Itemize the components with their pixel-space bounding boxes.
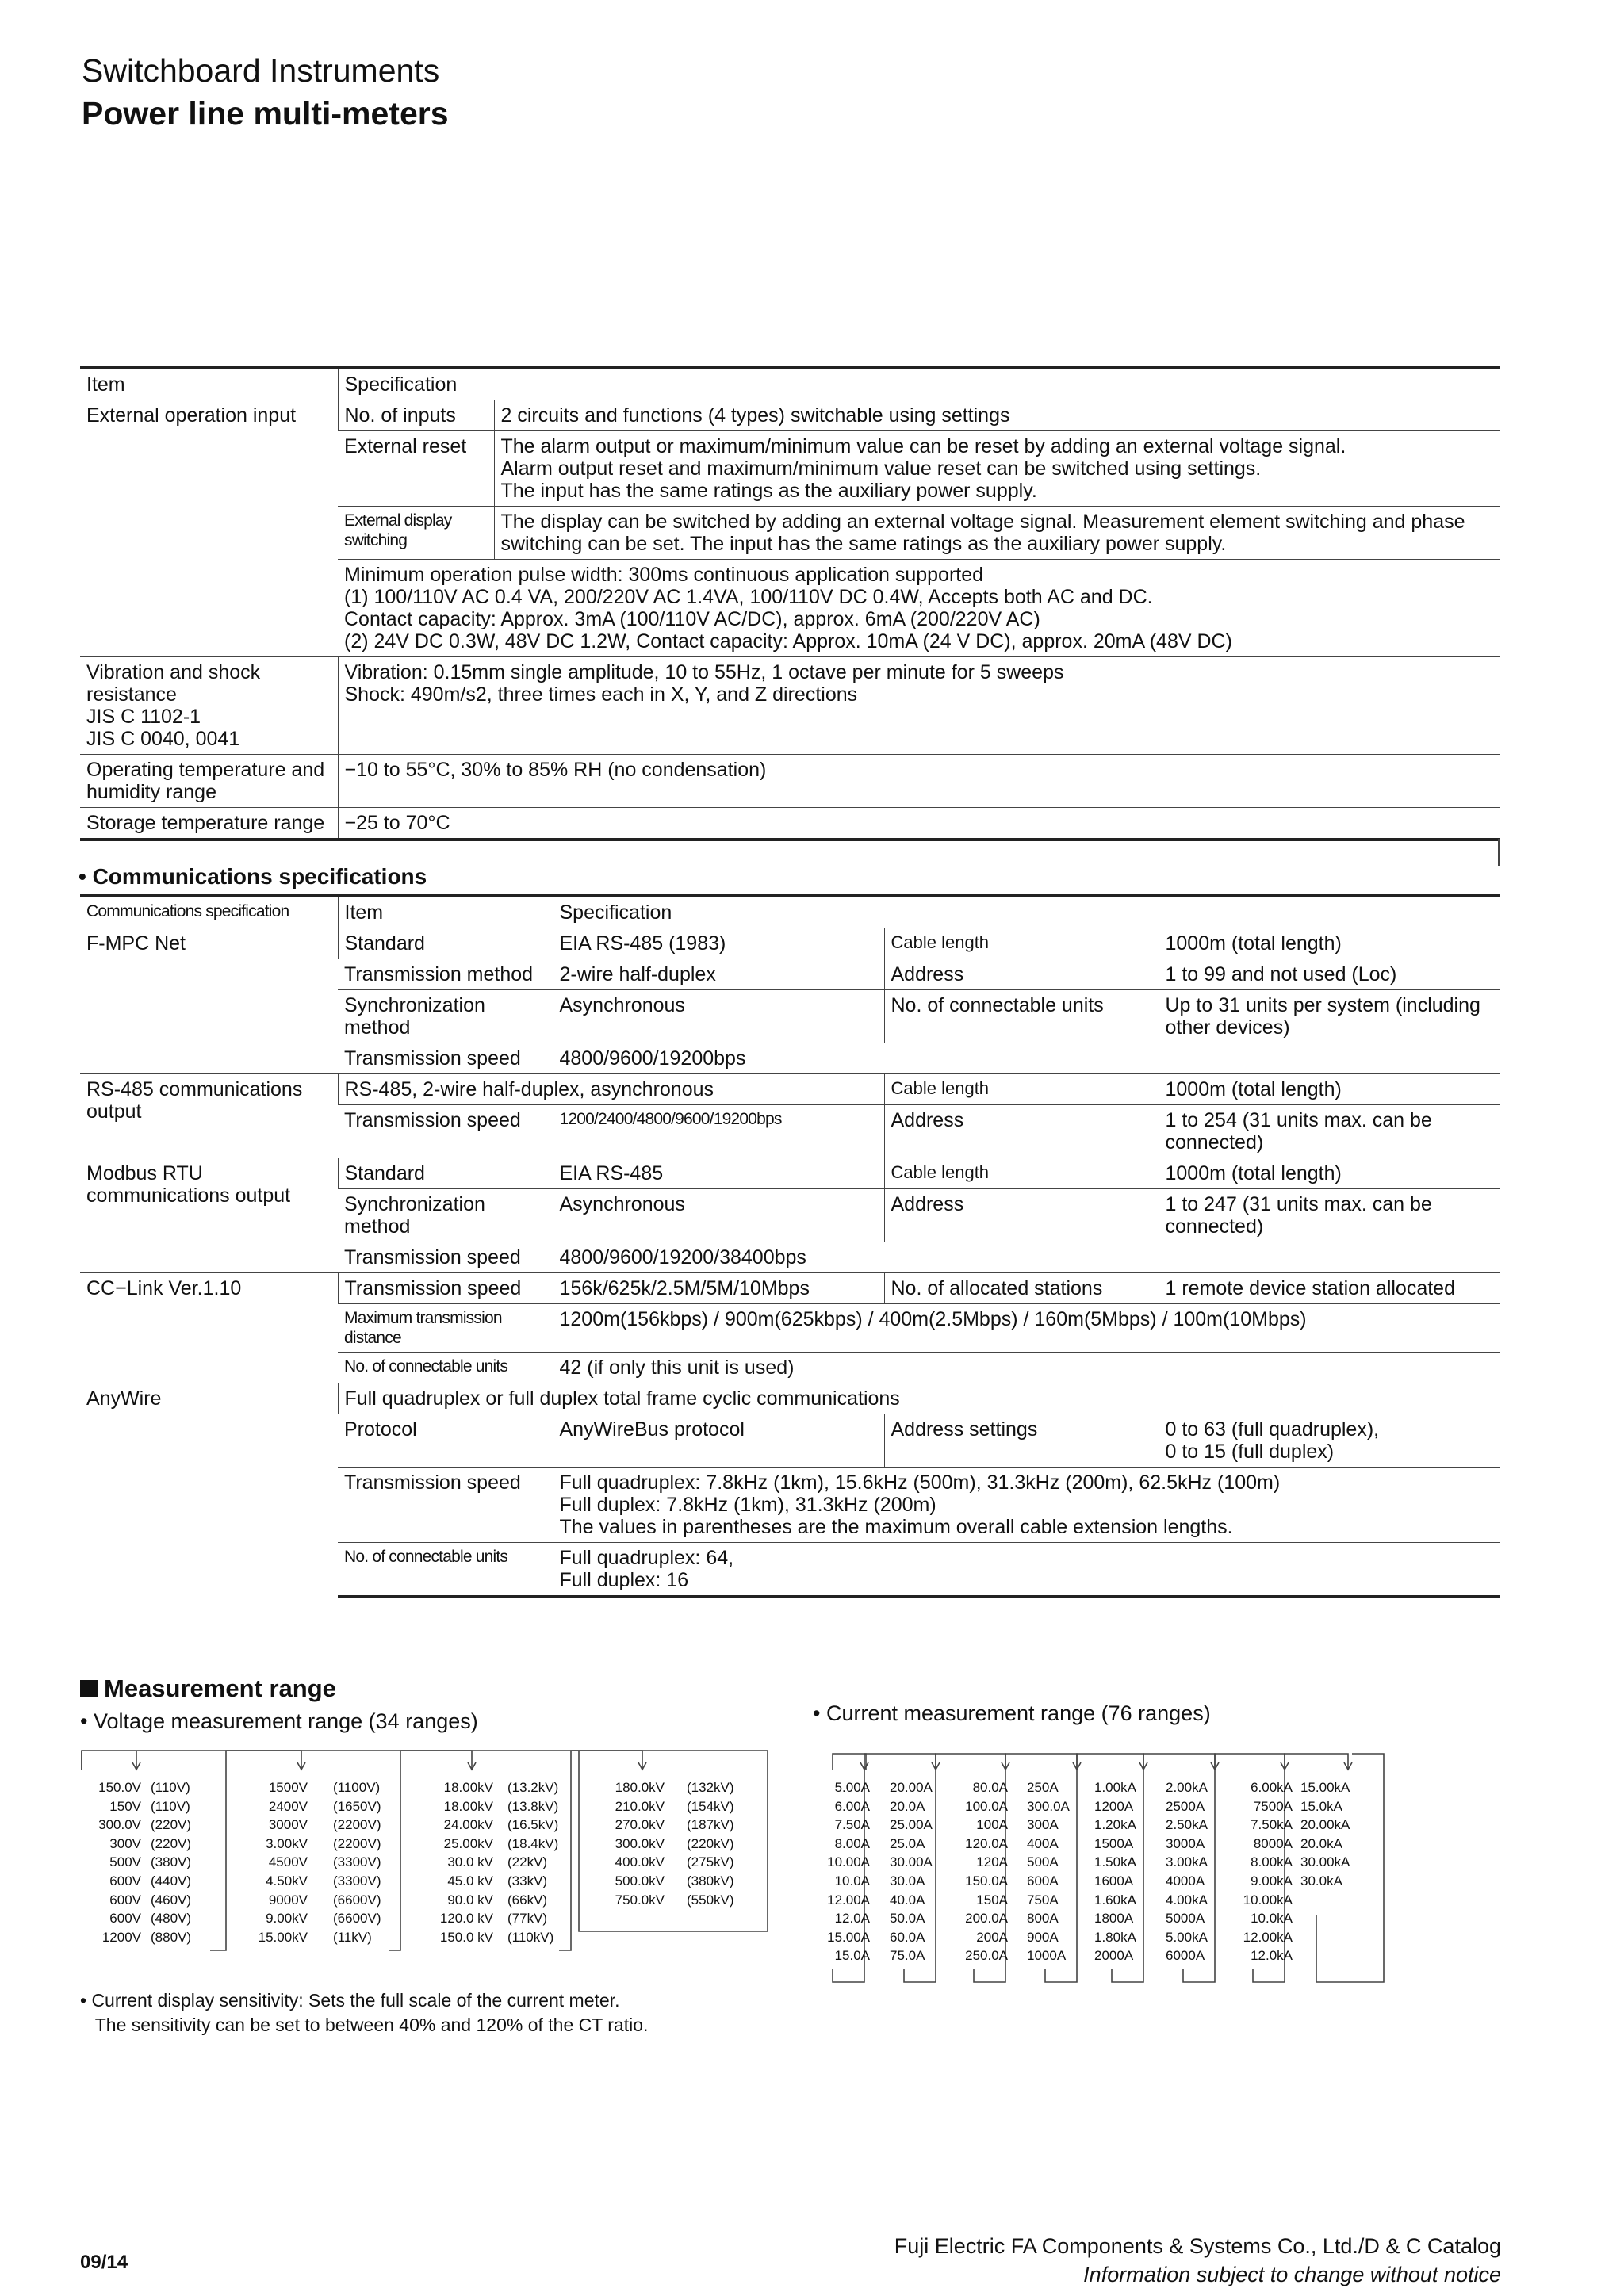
range-value: 60.0A xyxy=(890,1929,925,1945)
rs485-label: RS-485 communications output xyxy=(80,1074,338,1158)
col-item: Item xyxy=(338,896,553,928)
cell: Standard xyxy=(338,928,553,959)
range-value: 600A xyxy=(1027,1873,1059,1888)
range-value: 25.00A xyxy=(890,1817,933,1833)
cell: Address xyxy=(884,959,1159,990)
range-value: 1.80kA xyxy=(1094,1929,1136,1945)
range-value: 3.00kA xyxy=(1166,1854,1208,1870)
range-value: 150.0 kV xyxy=(439,1929,493,1945)
cell: 1 to 247 (31 units max. can be connected) xyxy=(1159,1189,1500,1242)
range-value: 750A xyxy=(1027,1892,1059,1908)
range-value: 7.50kA xyxy=(1251,1817,1293,1833)
range-value: 10.0A xyxy=(834,1873,870,1888)
range-value: 30.00A xyxy=(890,1854,933,1870)
range-value: 10.00A xyxy=(827,1854,870,1870)
range-value: 4.00kA xyxy=(1166,1892,1208,1908)
modbus-label: Modbus RTU communications output xyxy=(80,1158,338,1273)
current-range-column xyxy=(956,1778,1008,1965)
range-value: 300.0kV xyxy=(615,1835,665,1851)
range-value: (18.4kV) xyxy=(508,1835,559,1851)
operating-label: Operating temperature and humidity range xyxy=(80,755,338,808)
range-value: 270.0kV xyxy=(615,1817,665,1833)
current-caption: • Current measurement range (76 ranges) xyxy=(813,1701,1211,1725)
range-value: (22kV) xyxy=(508,1854,548,1870)
range-value: 18.00kV xyxy=(443,1798,493,1814)
range-value: 600V xyxy=(109,1911,141,1927)
range-value: (440V) xyxy=(151,1873,192,1888)
cell: Cable length xyxy=(884,1074,1159,1105)
voltage-range-column xyxy=(687,1778,734,1909)
display-value: The display can be switched by adding an external voltage signal. Measurement element switching and phase switching can be set. The input has the same ratings as the auxiliary power supply. xyxy=(494,507,1500,560)
display-label: External display switching xyxy=(338,507,494,560)
range-value: 1500A xyxy=(1094,1835,1134,1851)
cell: 1 to 254 (31 units max. can be connected) xyxy=(1159,1105,1500,1158)
comm-section-title: • Communications specifications xyxy=(79,864,427,889)
cell: Synchronization method xyxy=(338,1189,553,1242)
range-value: (11kV) xyxy=(333,1929,372,1945)
cell: EIA RS-485 (1983) xyxy=(553,928,884,959)
cell: RS-485, 2-wire half-duplex, asynchronous xyxy=(338,1074,884,1105)
range-value: 1500V xyxy=(268,1780,308,1795)
range-value: 4000A xyxy=(1166,1873,1205,1888)
range-value: (3300V) xyxy=(333,1873,381,1888)
cclink-label: CC−Link Ver.1.10 xyxy=(80,1273,338,1383)
range-value: 180.0kV xyxy=(615,1780,665,1795)
cell: Asynchronous xyxy=(553,990,884,1043)
pulse-value: Minimum operation pulse width: 300ms continuous application supported (1) 100/110V AC 0.4 VA, 200/220V AC 1.4VA, 100/110V DC 0.4W, Accepts both AC and DC. Contact capacity: Approx. 3mA (100/110V AC/DC), approx. 6mA (200/220V AC) (2) 24V DC 0.3W, 48V DC 1.2W, Contact capacity: Approx. 10mA (24 V DC), approx. 20mA (48V DC) xyxy=(338,560,1500,657)
page-number: 09/14 xyxy=(80,2252,128,2273)
cell: 1200/2400/4800/9600/19200bps xyxy=(553,1105,884,1158)
range-value: 600V xyxy=(109,1873,141,1888)
range-value: 15.0kA xyxy=(1300,1798,1342,1814)
range-value: 1.20kA xyxy=(1094,1817,1136,1833)
range-value: (2200V) xyxy=(333,1817,381,1833)
range-value: (460V) xyxy=(151,1892,192,1908)
col-comm: Communications specification xyxy=(80,896,338,928)
range-value: 9000V xyxy=(268,1892,308,1908)
range-value: 200A xyxy=(976,1929,1008,1945)
range-value: 8.00kA xyxy=(1251,1854,1293,1870)
range-value: 20.00A xyxy=(890,1780,933,1795)
reset-label: External reset xyxy=(338,431,494,507)
cell: Asynchronous xyxy=(553,1189,884,1242)
category-title: Switchboard Instruments xyxy=(82,52,440,89)
cell: EIA RS-485 xyxy=(553,1158,884,1189)
range-value: (132kV) xyxy=(687,1780,734,1795)
anywire-label: AnyWire xyxy=(86,1387,162,1410)
range-value: 500.0kV xyxy=(615,1873,665,1888)
range-value: (220V) xyxy=(151,1835,192,1851)
range-value: (13.8kV) xyxy=(508,1798,559,1814)
range-value: 15.00kA xyxy=(1300,1780,1350,1795)
current-range-column xyxy=(1300,1778,1356,1891)
cell: 1 to 99 and not used (Loc) xyxy=(1159,959,1500,990)
range-value: 30.0kA xyxy=(1300,1873,1342,1888)
range-value: 30.0 kV xyxy=(447,1854,493,1870)
sensitivity-note: • Current display sensitivity: Sets the full scale of the current meter. The sensitivity can be set to between 40% and 120% of the CT ratio. xyxy=(80,1990,649,2035)
cell: 1000m (total length) xyxy=(1159,1158,1500,1189)
fmpc-label: F-MPC Net xyxy=(80,928,338,1074)
range-value: (110V) xyxy=(151,1798,190,1814)
range-value: 300.0A xyxy=(1027,1798,1070,1814)
range-value: 8.00A xyxy=(834,1835,870,1851)
cell: 1 remote device station allocated xyxy=(1159,1273,1500,1304)
range-value: (3300V) xyxy=(333,1854,381,1870)
range-value: 15.00kV xyxy=(258,1929,308,1945)
vibration-label: Vibration and shock resistance JIS C 1102-1 JIS C 0040, 0041 xyxy=(80,657,338,755)
range-value: (33kV) xyxy=(508,1873,548,1888)
range-value: (154kV) xyxy=(687,1798,734,1814)
current-range-column xyxy=(1094,1778,1147,1965)
range-value: 10.00kA xyxy=(1243,1892,1293,1908)
col-item: Item xyxy=(80,368,338,400)
range-value: 1800A xyxy=(1094,1911,1134,1927)
range-value: 500A xyxy=(1027,1854,1059,1870)
voltage-range-column xyxy=(224,1778,308,1946)
range-value: 2000A xyxy=(1094,1948,1134,1964)
cell: 2-wire half-duplex xyxy=(553,959,884,990)
range-value: 750.0kV xyxy=(615,1892,665,1908)
disclaimer: Information subject to change without notice xyxy=(1083,2263,1501,2286)
cell: No. of connectable units xyxy=(338,1353,553,1383)
inputs-value: 2 circuits and functions (4 types) switchable using settings xyxy=(494,400,1500,431)
range-value: (187kV) xyxy=(687,1817,734,1833)
range-value: 4500V xyxy=(268,1854,308,1870)
operating-value: −10 to 55°C, 30% to 85% RH (no condensation) xyxy=(338,755,1500,808)
range-value: 2.50kA xyxy=(1166,1817,1208,1833)
cell: No. of allocated stations xyxy=(884,1273,1159,1304)
cell: Transmission method xyxy=(338,959,553,990)
range-value: 120.0A xyxy=(965,1835,1008,1851)
range-value: 9.00kV xyxy=(266,1911,308,1927)
cell: 156k/625k/2.5M/5M/10Mbps xyxy=(553,1273,884,1304)
cell: Full quadruplex: 64, Full duplex: 16 xyxy=(553,1543,1500,1598)
range-value: 150A xyxy=(976,1892,1008,1908)
range-value: 3000V xyxy=(268,1817,308,1833)
range-value: 210.0kV xyxy=(615,1798,665,1814)
range-value: 100.0A xyxy=(965,1798,1008,1814)
cell: Synchronization method xyxy=(338,990,553,1043)
cell: Cable length xyxy=(884,928,1159,959)
range-value: 18.00kV xyxy=(443,1780,493,1795)
range-value: (110V) xyxy=(151,1780,190,1795)
ext-input-label: External operation input xyxy=(80,400,338,657)
range-value: (1650V) xyxy=(333,1798,381,1814)
cell: Full quadruplex or full duplex total frame cyclic communications xyxy=(338,1383,1500,1414)
cell: 42 (if only this unit is used) xyxy=(553,1353,1500,1383)
range-value: 20.0A xyxy=(890,1798,925,1814)
range-value: 500V xyxy=(109,1854,141,1870)
range-value: 90.0 kV xyxy=(447,1892,493,1908)
voltage-range-column xyxy=(333,1778,381,1946)
cell: Transmission speed xyxy=(338,1105,553,1158)
current-range-column xyxy=(1237,1778,1293,1965)
range-value: 400A xyxy=(1027,1835,1059,1851)
range-value: 8000A xyxy=(1253,1835,1293,1851)
cell: Full quadruplex: 7.8kHz (1km), 15.6kHz (500m), 31.3kHz (200m), 62.5kHz (100m) Full duplex: 7.8kHz (1km), 31.3kHz (200m) The values in parentheses are the maximum overall cable extension lengths. xyxy=(553,1468,1500,1543)
range-value: 120A xyxy=(976,1854,1008,1870)
range-value: 25.00kV xyxy=(443,1835,493,1851)
cell: 4800/9600/19200/38400bps xyxy=(553,1242,1500,1273)
current-range-column xyxy=(1027,1778,1082,1965)
range-value: 200.0A xyxy=(965,1911,1008,1927)
voltage-range-column xyxy=(86,1778,141,1946)
vibration-value: Vibration: 0.15mm single amplitude, 10 to 55Hz, 1 octave per minute for 5 sweeps Shock: 490m/s2, three times each in X, Y, and Z directions xyxy=(338,657,1500,755)
range-value: 40.0A xyxy=(890,1892,925,1908)
range-value: (550kV) xyxy=(687,1892,734,1908)
range-value: 300A xyxy=(1027,1817,1059,1833)
cell: 1000m (total length) xyxy=(1159,928,1500,959)
range-value: 600V xyxy=(109,1892,141,1908)
range-value: 45.0 kV xyxy=(447,1873,493,1888)
range-value: 2.00kA xyxy=(1166,1780,1208,1795)
range-value: 1.50kA xyxy=(1094,1854,1136,1870)
range-value: 15.00A xyxy=(827,1929,870,1945)
voltage-range-column xyxy=(591,1778,665,1909)
range-value: 250A xyxy=(1027,1780,1059,1795)
range-value: 7500A xyxy=(1253,1798,1293,1814)
col-spec: Specification xyxy=(553,896,1500,928)
range-value: (13.2kV) xyxy=(508,1780,559,1795)
col-spec: Specification xyxy=(338,368,1500,400)
cell: Standard xyxy=(338,1158,553,1189)
range-value: 4.50kV xyxy=(266,1873,308,1888)
range-value: 5.00kA xyxy=(1166,1929,1208,1945)
range-value: (380kV) xyxy=(687,1873,734,1888)
cell: Address xyxy=(884,1105,1159,1158)
range-value: 150.0V xyxy=(98,1780,141,1795)
range-value: 1.60kA xyxy=(1094,1892,1136,1908)
range-value: 25.0A xyxy=(890,1835,925,1851)
range-value: 100A xyxy=(976,1817,1008,1833)
voltage-range-column xyxy=(420,1778,493,1946)
range-value: (1100V) xyxy=(333,1780,381,1795)
range-value: 3.00kV xyxy=(266,1835,308,1851)
range-value: 20.00kA xyxy=(1300,1817,1350,1833)
range-value: 1000A xyxy=(1027,1948,1067,1964)
cell: 0 to 63 (full quadruplex), 0 to 15 (full duplex) xyxy=(1159,1414,1500,1468)
range-value: 1200V xyxy=(102,1929,141,1945)
range-value: 900A xyxy=(1027,1929,1059,1945)
voltage-caption: • Voltage measurement range (34 ranges) xyxy=(80,1709,478,1733)
range-value: 30.0A xyxy=(890,1873,925,1888)
voltage-range-column xyxy=(151,1778,191,1946)
page-title: Power line multi-meters xyxy=(82,95,449,132)
current-range-column xyxy=(1166,1778,1218,1965)
range-value: 30.00kA xyxy=(1300,1854,1350,1870)
range-value: 5.00A xyxy=(834,1780,870,1795)
range-value: (2200V) xyxy=(333,1835,381,1851)
range-value: (220kV) xyxy=(687,1835,734,1851)
storage-label: Storage temperature range xyxy=(80,808,338,840)
current-range-column xyxy=(821,1778,870,1965)
cell: Transmission speed xyxy=(338,1468,553,1543)
range-value: (16.5kV) xyxy=(508,1817,559,1833)
range-value: (6600V) xyxy=(333,1892,381,1908)
range-value: (380V) xyxy=(151,1854,192,1870)
range-value: (220V) xyxy=(151,1817,192,1833)
range-value: (275kV) xyxy=(687,1854,734,1870)
cell: No. of connectable units xyxy=(884,990,1159,1043)
range-value: 80.0A xyxy=(972,1780,1008,1795)
range-value: 12.00A xyxy=(827,1892,870,1908)
voltage-range-column xyxy=(508,1778,558,1946)
inputs-label: No. of inputs xyxy=(338,400,494,431)
range-value: 250.0A xyxy=(965,1948,1008,1964)
range-value: 50.0A xyxy=(890,1911,925,1927)
range-value: 1600A xyxy=(1094,1873,1134,1888)
cell: Cable length xyxy=(884,1158,1159,1189)
cell: Address xyxy=(884,1189,1159,1242)
range-value: 300.0V xyxy=(98,1817,141,1833)
range-value: 20.0kA xyxy=(1300,1835,1342,1851)
range-value: 6000A xyxy=(1166,1948,1205,1964)
cell: Protocol xyxy=(338,1414,553,1468)
range-value: 120.0 kV xyxy=(439,1911,493,1927)
range-value: 2400V xyxy=(268,1798,308,1814)
range-value: (880V) xyxy=(151,1929,192,1945)
range-value: 15.0A xyxy=(834,1948,870,1964)
range-value: 7.50A xyxy=(834,1817,870,1833)
current-range-column xyxy=(890,1778,947,1965)
cell: No. of connectable units xyxy=(338,1543,553,1598)
range-value: 1200A xyxy=(1094,1798,1134,1814)
cell: Up to 31 units per system (including other devices) xyxy=(1159,990,1500,1043)
cell: 1000m (total length) xyxy=(1159,1074,1500,1105)
range-value: 24.00kV xyxy=(443,1817,493,1833)
cell: Transmission speed xyxy=(338,1273,553,1304)
range-value: 6.00kA xyxy=(1251,1780,1293,1795)
cell: Transmission speed xyxy=(338,1043,553,1074)
cell: 1200m(156kbps) / 900m(625kbps) / 400m(2.5Mbps) / 160m(5Mbps) / 100m(10Mbps) xyxy=(553,1304,1500,1353)
range-value: (77kV) xyxy=(508,1911,548,1927)
cell: Transmission speed xyxy=(338,1242,553,1273)
range-value: 1.00kA xyxy=(1094,1780,1136,1795)
range-value: 300V xyxy=(109,1835,141,1851)
range-value: 12.00kA xyxy=(1243,1929,1293,1945)
range-value: 10.0kA xyxy=(1251,1911,1293,1927)
range-value: 12.0A xyxy=(834,1911,870,1927)
cell: 4800/9600/19200bps xyxy=(553,1043,1500,1074)
range-value: 5000A xyxy=(1166,1911,1205,1927)
cell: AnyWireBus protocol xyxy=(553,1414,884,1468)
measurement-title-text: Measurement range xyxy=(104,1674,336,1702)
range-value: 75.0A xyxy=(890,1948,925,1964)
storage-value: −25 to 70°C xyxy=(338,808,1500,840)
company-name: Fuji Electric FA Components & Systems Co., Ltd./D & C Catalog xyxy=(894,2234,1501,2258)
range-value: 400.0kV xyxy=(615,1854,665,1870)
range-value: 800A xyxy=(1027,1911,1059,1927)
range-value: (6600V) xyxy=(333,1911,381,1927)
range-value: 3000A xyxy=(1166,1835,1205,1851)
range-value: 9.00kA xyxy=(1251,1873,1293,1888)
cell: Maximum transmission distance xyxy=(338,1304,553,1353)
range-value: (110kV) xyxy=(508,1929,554,1945)
range-value: 150V xyxy=(109,1798,141,1814)
range-value: 2500A xyxy=(1166,1798,1205,1814)
range-value: 6.00A xyxy=(834,1798,870,1814)
range-value: 12.0kA xyxy=(1251,1948,1293,1964)
range-value: 150.0A xyxy=(965,1873,1008,1888)
reset-value: The alarm output or maximum/minimum value can be reset by adding an external voltage signal. Alarm output reset and maximum/minimum value reset can be switched using settings. The input has the same ratings as the auxiliary power supply. xyxy=(494,431,1500,507)
range-value: (66kV) xyxy=(508,1892,548,1908)
range-value: (480V) xyxy=(151,1911,192,1927)
cell: Address settings xyxy=(884,1414,1159,1468)
